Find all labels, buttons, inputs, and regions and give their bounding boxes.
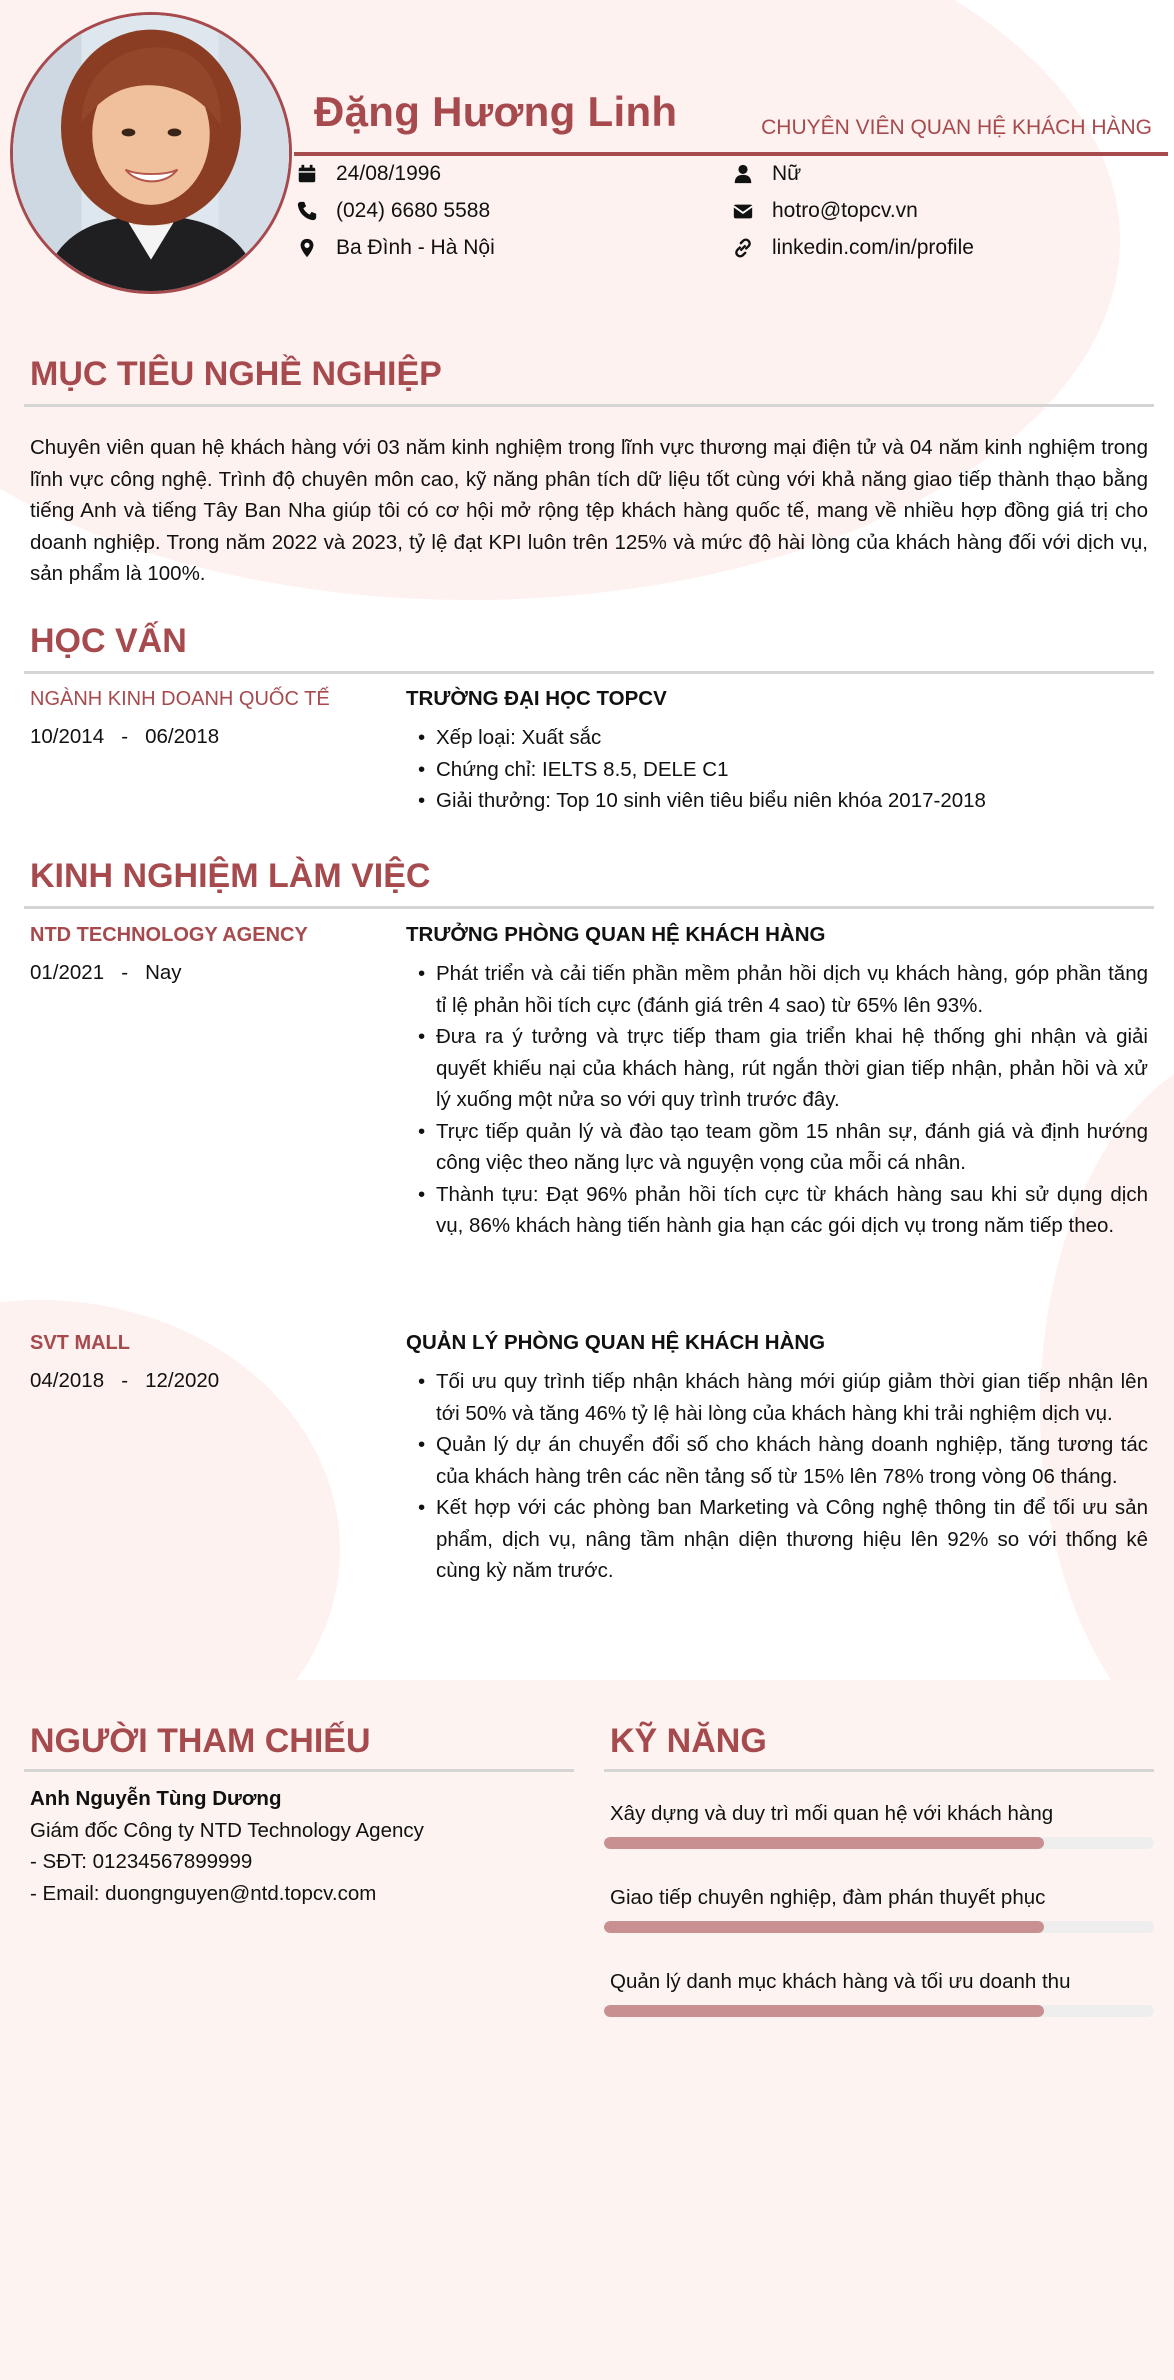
list-item: • Trực tiếp quản lý và đào tạo team gồm 15 nhân sự, đánh giá và định hướng công việc theo năng lực và nguyện vọng của mỗi cá nhân. — [436, 1116, 1148, 1179]
birthdate-text: 24/08/1996 — [336, 162, 442, 185]
job-1-left — [30, 920, 390, 988]
skill-label: Giao tiếp chuyên nghiệp, đàm phán thuyết phục — [610, 1886, 1046, 1909]
location-icon — [294, 235, 320, 261]
linkedin-text[interactable]: linkedin.com/in/profile — [772, 236, 974, 259]
job-1-list — [406, 958, 1148, 1242]
education-major: NGÀNH KINH DOANH QUỐC TẾ — [30, 688, 330, 710]
objective-text: Chuyên viên quan hệ khách hàng với 03 năm kinh nghiệm trong lĩnh vực thương mại điện tử và 04 năm kinh nghiệm trong lĩnh vực công nghệ. Trình độ chuyên môn cao, kỹ năng phân tích dữ liệu tốt cùng với khả năng giao tiếp thành thạo bằng tiếng Anh và tiếng Tây Ban Nha giúp tôi có cơ hội mở rộng tệp khách hàng quốc tế, mang về nhiều hợp đồng giá trị cho doanh nghiệp. Trong năm 2022 và 2023, tỷ lệ đạt KPI luôn trên 125% và mức độ hài lòng của khách hàng đối với dịch vụ, sản phẩm là 100%. — [30, 436, 1148, 585]
list-item: • Giải thưởng: Top 10 sinh viên tiêu biểu niên khóa 2017-2018 — [436, 785, 1148, 817]
experience-title: KINH NGHIỆM LÀM VIỆC — [30, 857, 431, 895]
job-2-list — [406, 1366, 1148, 1587]
list-item: • Tối ưu quy trình tiếp nhận khách hàng mới giúp giảm thời gian tiếp nhận lên tới 50% và tăng 46% tỷ lệ hài lòng của khách hàng khi trải nghiệm dịch vụ. — [436, 1366, 1148, 1429]
list-item: • Chứng chỉ: IELTS 8.5, DELE C1 — [436, 754, 1148, 786]
email-text[interactable]: hotro@topcv.vn — [772, 199, 918, 222]
list-item: • Phát triển và cải tiến phần mềm phản hồi dịch vụ khách hàng, góp phần tăng tỉ lệ phản hồi tích cực (đánh giá trên 4 sao) từ 65% lên 93%. — [436, 958, 1148, 1021]
education-right — [406, 684, 1148, 817]
education-divider — [24, 671, 1154, 674]
phone-icon — [294, 198, 320, 224]
list-item: • Xếp loại: Xuất sắc — [436, 722, 1148, 754]
education-left — [30, 684, 390, 752]
job-1-right — [406, 920, 1148, 1242]
job-2-company: SVT MALL — [30, 1332, 130, 1354]
info-location — [294, 235, 495, 261]
skill-bar-fill — [604, 2005, 1044, 2017]
skill-item — [604, 1799, 1154, 1849]
list-item: • Quản lý dự án chuyển đổi số cho khách hàng doanh nghiệp, tăng tương tác của khách hàng trên các nền tảng số từ 15% lên 78% trong vòng 06 tháng. — [436, 1429, 1148, 1492]
skill-bar-track — [604, 1921, 1154, 1933]
education-school: TRƯỜNG ĐẠI HỌC TOPCV — [406, 687, 667, 710]
location-text: Ba Đình - Hà Nội — [336, 236, 495, 259]
gender-text: Nữ — [772, 162, 802, 185]
education-title: HỌC VẤN — [30, 622, 187, 660]
info-birthdate — [294, 161, 441, 187]
info-gender — [730, 161, 801, 187]
candidate-name: Đặng Hương Linh — [314, 88, 678, 135]
skill-bar-fill — [604, 1921, 1044, 1933]
phone-text[interactable]: (024) 6680 5588 — [336, 199, 491, 222]
reference-block — [30, 1783, 570, 1909]
skill-item — [604, 1967, 1154, 2017]
reference-line: - SĐT: 01234567899999 — [30, 1850, 253, 1873]
avatar — [10, 12, 292, 294]
list-item: • Thành tựu: Đạt 96% phản hồi tích cực từ khách hàng sau khi sử dụng dịch vụ, 86% khách hàng tiến hành gia hạn các gói dịch vụ trong năm tiếp theo. — [436, 1179, 1148, 1242]
skill-label: Xây dựng và duy trì mối quan hệ với khách hàng — [610, 1802, 1054, 1825]
candidate-role: CHUYÊN VIÊN QUAN HỆ KHÁCH HÀNG — [761, 116, 1152, 139]
skill-bar-track — [604, 1837, 1154, 1849]
experience-divider — [24, 906, 1154, 909]
info-linkedin — [730, 235, 974, 261]
calendar-icon — [294, 161, 320, 187]
job-2-right — [406, 1328, 1148, 1587]
reference-line: Giám đốc Công ty NTD Technology Agency — [30, 1818, 424, 1842]
job-1-dates: 01/2021 - Nay — [30, 961, 182, 984]
references-divider — [24, 1769, 574, 1772]
avatar-portrait — [13, 15, 289, 291]
objective-divider — [24, 404, 1154, 407]
job-1-company: NTD TECHNOLOGY AGENCY — [30, 924, 308, 946]
header-divider — [294, 152, 1168, 156]
link-icon — [730, 235, 756, 261]
skill-item — [604, 1883, 1154, 1933]
info-email — [730, 198, 918, 224]
skill-bar-fill — [604, 1837, 1044, 1849]
objective-title: MỤC TIÊU NGHỀ NGHIỆP — [30, 355, 442, 393]
education-list — [406, 722, 1148, 817]
list-item: • Kết hợp với các phòng ban Marketing và Công nghệ thông tin để tối ưu sản phẩm, dịch vụ, nâng tầm nhận diện thương hiệu lên 92% so với thống kê cùng kỳ năm trước. — [436, 1492, 1148, 1587]
reference-name: Anh Nguyễn Tùng Dương — [30, 1787, 282, 1810]
envelope-icon — [730, 198, 756, 224]
reference-line[interactable]: - Email: duongnguyen@ntd.topcv.com — [30, 1881, 377, 1905]
user-icon — [730, 161, 756, 187]
job-2-position: QUẢN LÝ PHÒNG QUAN HỆ KHÁCH HÀNG — [406, 1331, 826, 1354]
skills-title: KỸ NĂNG — [610, 1722, 767, 1760]
skill-label: Quản lý danh mục khách hàng và tối ưu doanh thu — [610, 1970, 1071, 1993]
skills-divider — [604, 1769, 1154, 1772]
job-2-dates: 04/2018 - 12/2020 — [30, 1369, 220, 1392]
info-phone — [294, 198, 490, 224]
job-2-left — [30, 1328, 390, 1396]
job-1-position: TRƯỞNG PHÒNG QUAN HỆ KHÁCH HÀNG — [406, 923, 826, 946]
education-dates: 10/2014 - 06/2018 — [30, 725, 220, 748]
references-title: NGƯỜI THAM CHIẾU — [30, 1722, 371, 1760]
skill-bar-track — [604, 2005, 1154, 2017]
list-item: • Đưa ra ý tưởng và trực tiếp tham gia triển khai hệ thống ghi nhận và giải quyết khiếu nại của khách hàng, rút ngắn thời gian tiếp nhận, phản hồi và xử lý xuống một nửa so với quy trình trước đây. — [436, 1021, 1148, 1116]
